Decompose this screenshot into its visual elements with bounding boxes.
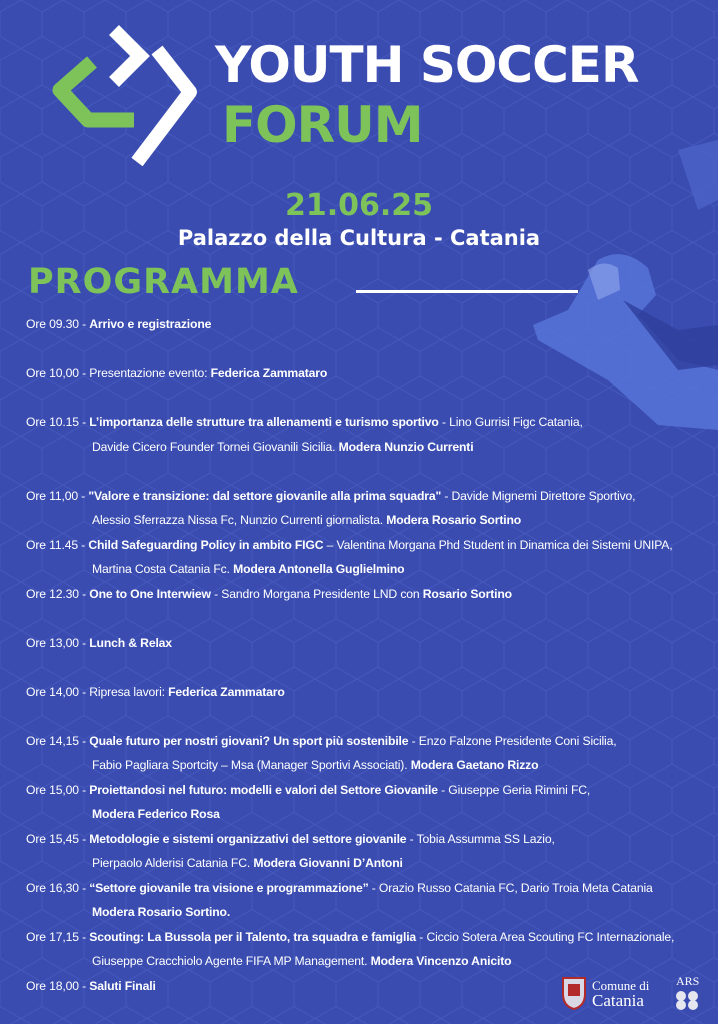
program-text-bold: Rosario Sortino xyxy=(422,586,512,601)
program-text: Ore 12.30 - xyxy=(26,586,90,601)
program-text: Ore 11,00 - xyxy=(26,488,89,503)
program-item-continuation xyxy=(26,900,716,925)
program-text-bold: Federica Zammataro xyxy=(168,684,285,699)
program-text-bold: “Settore giovanile tra visione e programmazione” xyxy=(89,880,369,895)
event-venue: Palazzo della Cultura - Catania xyxy=(177,226,541,250)
program-text: Ore 14,15 - xyxy=(26,733,90,748)
title-line-2: FORUM xyxy=(222,96,423,154)
program-text-bold: Modera Gaetano Rizzo xyxy=(410,758,539,772)
program-text: Ore 16,30 - xyxy=(26,880,90,895)
program-item xyxy=(26,827,716,852)
program-item-continuation xyxy=(26,435,716,460)
program-text: Fabio Pagliara Sportcity – Msa (Manager Sportivi Associati). xyxy=(92,758,411,772)
program-text: - Enzo Falzone Presidente Coni Sicilia, xyxy=(408,733,617,748)
program-text-bold: Quale futuro per nostri giovani? Un sport più sostenibile xyxy=(89,733,409,748)
program-text-bold: Modera Giovanni D’Antoni xyxy=(253,856,403,870)
program-text: - Ciccio Sotera Area Scouting FC Internazionale, xyxy=(416,929,675,944)
comune-crest-icon xyxy=(560,974,588,1010)
program-item xyxy=(26,729,716,754)
program-text: Ore 10,00 - Presentazione evento: xyxy=(26,366,211,380)
program-spacer xyxy=(26,655,716,680)
program-text: Ore 15,45 - xyxy=(26,831,90,846)
program-text-bold: Saluti Finali xyxy=(89,978,156,993)
program-spacer xyxy=(26,704,716,729)
program-text: Alessio Sferrazza Nissa Fc, Nunzio Currenti giornalista. xyxy=(92,513,387,527)
program-text: – Valentina Morgana Phd Student in Dinamica dei Sistemi UNIPA, xyxy=(323,537,673,552)
program-text: Ore 10.15 - xyxy=(26,415,90,429)
program-text-bold: Modera Rosario Sortino. xyxy=(92,905,231,919)
program-text-bold: Federica Zammataro xyxy=(210,366,328,380)
ars-emblem-icon xyxy=(674,990,700,1010)
program-text-bold: Modera Vincenzo Anicito xyxy=(370,954,512,968)
program-spacer xyxy=(26,606,716,631)
program-item-continuation xyxy=(26,802,716,827)
program-text-bold: Metodologie e sistemi organizzativi del settore giovanile xyxy=(89,831,407,846)
program-text: - Giuseppe Geria Rimini FC, xyxy=(437,782,591,797)
program-text: Davide Cicero Founder Tornei Giovanili Sicilia. xyxy=(92,439,339,454)
program-text-bold: Arrivo e registrazione xyxy=(89,317,212,331)
program-text: - Sandro Morgana Presidente LND con xyxy=(210,586,423,601)
event-date: 21.06.25 xyxy=(284,188,434,223)
program-text: - Davide Mignemi Direttore Sportivo, xyxy=(441,488,636,503)
program-spacer xyxy=(26,386,716,411)
section-title-programma: PROGRAMMA xyxy=(28,262,299,302)
program-item-continuation xyxy=(26,508,716,533)
program-item xyxy=(26,410,716,435)
program-text-bold: Modera Rosario Sortino xyxy=(386,513,522,527)
program-text: Ore 14,00 - Ripresa lavori: xyxy=(26,684,169,699)
program-text: Ore 13,00 - xyxy=(26,635,90,650)
program-item xyxy=(26,925,716,950)
program-text-bold: L’importanza delle strutture tra allenamenti e turismo sportivo xyxy=(89,415,439,429)
program-item xyxy=(26,876,716,901)
program-text-bold: Proiettandosi nel futuro: modelli e valori del Settore Giovanile xyxy=(89,782,438,797)
comune-label-line-2: Catania xyxy=(592,991,644,1010)
program-text: - Tobia Assumma SS Lazio, xyxy=(406,831,555,846)
program-text-bold: Lunch & Relax xyxy=(89,635,172,650)
program-item xyxy=(26,361,716,386)
program-text: Ore 09.30 - xyxy=(26,317,90,331)
program-text-bold: Modera Antonella Guglielmino xyxy=(233,562,405,576)
title-line-1: YOUTH SOCCER xyxy=(215,36,639,94)
comune-label-line-1: Comune di xyxy=(592,978,650,993)
program-item xyxy=(26,680,716,705)
program-item xyxy=(26,631,716,656)
sponsor-logos xyxy=(560,970,710,1016)
program-item xyxy=(26,312,716,337)
program-text-bold: Scouting: La Bussola per il Talento, tra squadra e famiglia xyxy=(89,929,417,944)
program-item-continuation xyxy=(26,557,716,582)
program-spacer xyxy=(26,337,716,362)
program-text: Ore 17,15 - xyxy=(26,929,90,944)
program-text: Martina Costa Catania Fc. xyxy=(92,562,234,576)
program-text: Pierpaolo Alderisi Catania FC. xyxy=(92,856,254,870)
program-text-bold: One to One Interwiew xyxy=(89,586,211,601)
ars-label: ARS xyxy=(676,974,700,988)
program-text: Ore 18,00 - xyxy=(26,978,90,993)
forum-logo-icon xyxy=(52,22,202,172)
program-item-continuation xyxy=(26,753,716,778)
program-text-bold: Modera Nunzio Currenti xyxy=(338,439,474,454)
program-item xyxy=(26,582,716,607)
program-text-bold: "Valore e transizione: dal settore giovanile alla prima squadra" xyxy=(88,488,442,503)
program-spacer xyxy=(26,459,716,484)
program-list xyxy=(26,312,716,998)
program-text: Ore 15,00 - xyxy=(26,782,90,797)
program-text: Ore 11.45 - xyxy=(26,537,89,552)
program-text: Giuseppe Cracchiolo Agente FIFA MP Management. xyxy=(92,954,371,968)
program-item-continuation xyxy=(26,851,716,876)
program-text: - Orazio Russo Catania FC, Dario Troia Meta Catania xyxy=(368,880,653,895)
program-item xyxy=(26,778,716,803)
program-item xyxy=(26,533,716,558)
program-text-bold: Modera Federico Rosa xyxy=(92,807,220,821)
program-text: - Lino Gurrisi Figc Catania, xyxy=(438,415,583,429)
program-text-bold: Child Safeguarding Policy in ambito FIGC xyxy=(88,537,324,552)
program-item xyxy=(26,484,716,509)
